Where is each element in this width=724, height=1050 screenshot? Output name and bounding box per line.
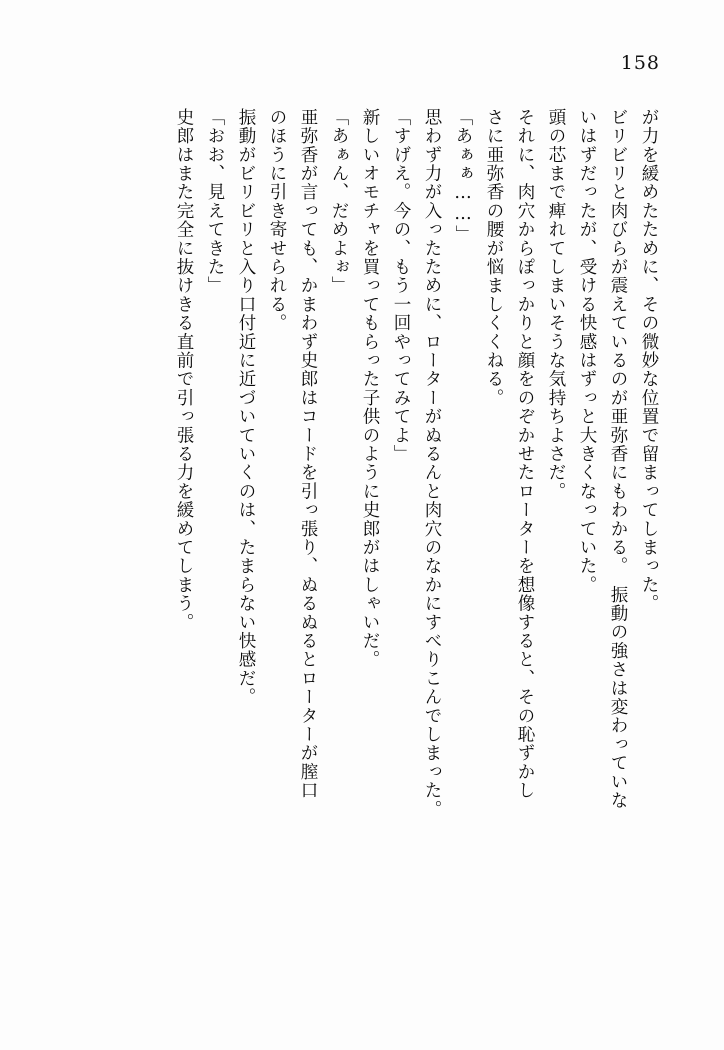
text-line: が力を緩めたために、その微妙な位置で留まってしまった。 bbox=[639, 108, 659, 613]
text-line: ビリビリと肉びらが震えているのが亜弥香にもわかる。 振動の強さは変わっていな bbox=[608, 108, 628, 810]
text-line: 振動がビリビリと入り口付近に近づいていくのは、たまらない快感だ。 bbox=[236, 108, 256, 707]
text-line: 頭の芯まで痺れてしまいそうな気持ちよさだ。 bbox=[546, 108, 566, 501]
text-line: 「おお、見えてきた」 bbox=[205, 108, 225, 295]
page-number: 158 bbox=[620, 52, 660, 74]
vertical-text-body bbox=[62, 108, 664, 992]
text-line: のほうに引き寄せられる。 bbox=[267, 108, 287, 333]
text-line: 「あぁぁ……」 bbox=[453, 108, 473, 244]
text-line: 史郎はまた完全に抜けきる直前で引っ張る力を緩めてしまう。 bbox=[174, 108, 194, 632]
text-line: 「あぁん、だめよぉ」 bbox=[329, 108, 349, 295]
text-line: それに、肉穴からぽっかりと顔をのぞかせたローターを想像すると、その恥ずかし bbox=[515, 108, 535, 800]
text-line: 思わず力が入ったために、ローターがぬるんと肉穴のなかにすべりこんでしまった。 bbox=[422, 108, 442, 819]
text-line: 新しいオモチャを買ってもらった子供のように史郎がはしゃいだ。 bbox=[360, 108, 380, 669]
text-line: いはずだったが、受ける快感はずっと大きくなっていた。 bbox=[577, 108, 597, 595]
text-line: 亜弥香が言っても、かまわず史郎はコードを引っ張り、ぬるぬるとローターが膣口 bbox=[298, 108, 318, 800]
text-line: 「すげえ。今の、もう一回やってみてよ」 bbox=[391, 108, 411, 464]
text-line: さに亜弥香の腰が悩ましくくねる。 bbox=[484, 108, 504, 408]
